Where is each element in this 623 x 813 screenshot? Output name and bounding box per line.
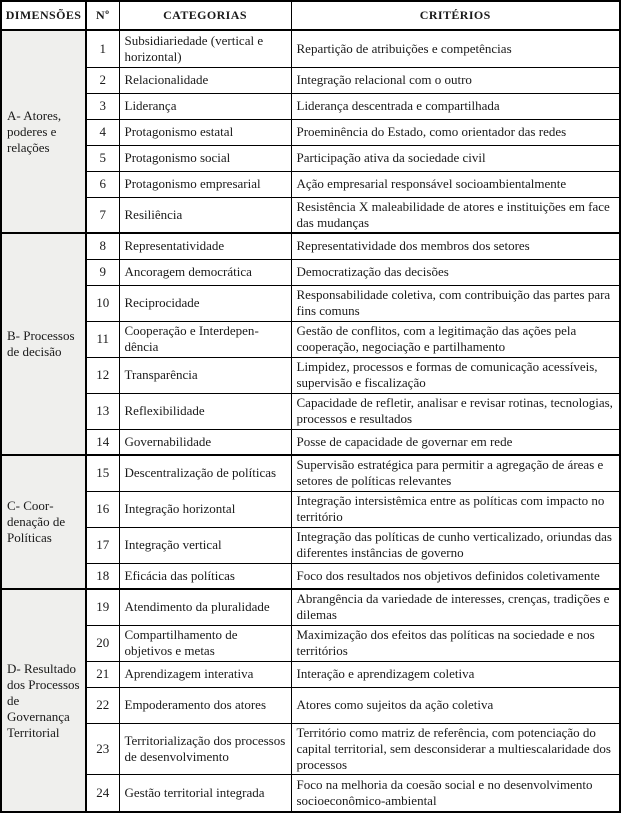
row-number-cell: 13 [86,393,119,429]
table-row [1,321,620,357]
categoria-cell: Protagonismo estatal [119,119,291,145]
table-body [1,30,620,812]
row-number-cell: 9 [86,259,119,285]
criterio-cell: Participação ativa da sociedade civil [291,145,620,171]
table-row [1,687,620,723]
table-row [1,723,620,774]
table-row [1,393,620,429]
row-number-cell: 24 [86,774,119,812]
criterio-cell: Integração das políticas de cunho verticalizado, oriundas das diferentes instâncias de governo [291,527,620,563]
categoria-cell: Governabilidade [119,429,291,455]
row-number-cell: 23 [86,723,119,774]
table-row [1,774,620,812]
table-row [1,491,620,527]
categoria-cell: Integração horizontal [119,491,291,527]
categoria-cell: Relacionalidade [119,67,291,93]
row-number-cell: 2 [86,67,119,93]
categoria-cell: Cooperação e Interdependência [119,321,291,357]
row-number-cell: 15 [86,455,119,491]
categoria-cell: Integração vertical [119,527,291,563]
header-row [1,1,620,30]
table-row [1,171,620,197]
criterio-cell: Proeminência do Estado, como orientador das redes [291,119,620,145]
header-criterios: CRITÉRIOS [291,1,620,30]
criterio-cell: Integração intersistêmica entre as políticas com impacto no território [291,491,620,527]
table-header [1,1,620,30]
table-row [1,67,620,93]
row-number-cell: 11 [86,321,119,357]
table-row [1,563,620,589]
row-number-cell: 4 [86,119,119,145]
categoria-cell: Compartilhamento de objetivos e metas [119,625,291,661]
categoria-cell: Transparência [119,357,291,393]
categoria-cell: Reflexibilidade [119,393,291,429]
categoria-cell: Representatividade [119,233,291,259]
categoria-cell: Aprendizagem interativa [119,661,291,687]
criterio-cell: Abrangência da variedade de interesses, crenças, tradições e dilemas [291,589,620,625]
criterio-cell: Atores como sujeitos da ação coletiva [291,687,620,723]
categoria-cell: Ancoragem democrática [119,259,291,285]
row-number-cell: 8 [86,233,119,259]
criterio-cell: Limpidez, processos e formas de comunicação acessíveis, supervisão e fiscalização [291,357,620,393]
row-number-cell: 7 [86,197,119,233]
table-row [1,259,620,285]
table-row [1,285,620,321]
criterio-cell: Posse de capacidade de governar em rede [291,429,620,455]
table-row [1,527,620,563]
criterio-cell: Representatividade dos membros dos setores [291,233,620,259]
criterio-cell: Interação e aprendizagem coletiva [291,661,620,687]
table-row [1,357,620,393]
row-number-cell: 12 [86,357,119,393]
table-row [1,233,620,259]
criterio-cell: Maximização dos efeitos das políticas na sociedade e nos territórios [291,625,620,661]
criterio-cell: Responsabilidade coletiva, com contribuição das partes para fins comuns [291,285,620,321]
categoria-cell: Gestão territorial integrada [119,774,291,812]
row-number-cell: 1 [86,30,119,67]
row-number-cell: 6 [86,171,119,197]
criterio-cell: Integração relacional com o outro [291,67,620,93]
dimension-cell-c: C- Coordenação de Políticas [1,455,86,589]
row-number-cell: 10 [86,285,119,321]
criterio-cell: Liderança descentrada e compartilhada [291,93,620,119]
criterio-cell: Ação empresarial responsável socioambientalmente [291,171,620,197]
row-number-cell: 20 [86,625,119,661]
categoria-cell: Protagonismo empresarial [119,171,291,197]
dimension-cell-a: A- Atores, poderes e relações [1,30,86,233]
row-number-cell: 14 [86,429,119,455]
table-row [1,625,620,661]
table-row [1,119,620,145]
categoria-cell: Subsidiariedade (vertical e horizontal) [119,30,291,67]
table-row [1,197,620,233]
header-categorias: CATEGORIAS [119,1,291,30]
dimension-cell-b: B- Processos de decisão [1,233,86,455]
table-row [1,93,620,119]
categoria-cell: Eficácia das políticas [119,563,291,589]
row-number-cell: 3 [86,93,119,119]
header-numero: Nº [86,1,119,30]
row-number-cell: 5 [86,145,119,171]
table-row [1,661,620,687]
categoria-cell: Territorialização dos processos de desenvolvimento [119,723,291,774]
categoria-cell: Resiliência [119,197,291,233]
criterio-cell: Território como matriz de referência, com potenciação do capital territorial, sem desconsiderar a multiescalaridade dos processos [291,723,620,774]
row-number-cell: 22 [86,687,119,723]
row-number-cell: 18 [86,563,119,589]
categoria-cell: Protagonismo social [119,145,291,171]
header-dimensoes: DIMENSÕES [1,1,86,30]
categoria-cell: Descentralização de políticas [119,455,291,491]
criterio-cell: Foco dos resultados nos objetivos definidos coletivamente [291,563,620,589]
criterio-cell: Foco na melhoria da coesão social e no desenvolvimento socioeconômico-ambiental [291,774,620,812]
table-row [1,30,620,67]
criterio-cell: Gestão de conflitos, com a legitimação das ações pela cooperação, negociação e partilhamento [291,321,620,357]
criterio-cell: Resistência X maleabilidade de atores e instituições em face das mudanças [291,197,620,233]
categoria-cell: Empoderamento dos atores [119,687,291,723]
criterio-cell: Repartição de atribuições e competências [291,30,620,67]
row-number-cell: 16 [86,491,119,527]
row-number-cell: 19 [86,589,119,625]
categoria-cell: Reciprocidade [119,285,291,321]
criterio-cell: Supervisão estratégica para permitir a agregação de áreas e setores de políticas relevantes [291,455,620,491]
dimension-cell-d: D- Resultado dos Processos de Governança Territorial [1,589,86,812]
row-number-cell: 17 [86,527,119,563]
criterio-cell: Capacidade de refletir, analisar e revisar rotinas, tecnologias, processos e resultados [291,393,620,429]
table-row [1,145,620,171]
criterio-cell: Democratização das decisões [291,259,620,285]
categoria-cell: Atendimento da pluralidade [119,589,291,625]
table-row [1,455,620,491]
table-row [1,589,620,625]
table-row [1,429,620,455]
row-number-cell: 21 [86,661,119,687]
categoria-cell: Liderança [119,93,291,119]
